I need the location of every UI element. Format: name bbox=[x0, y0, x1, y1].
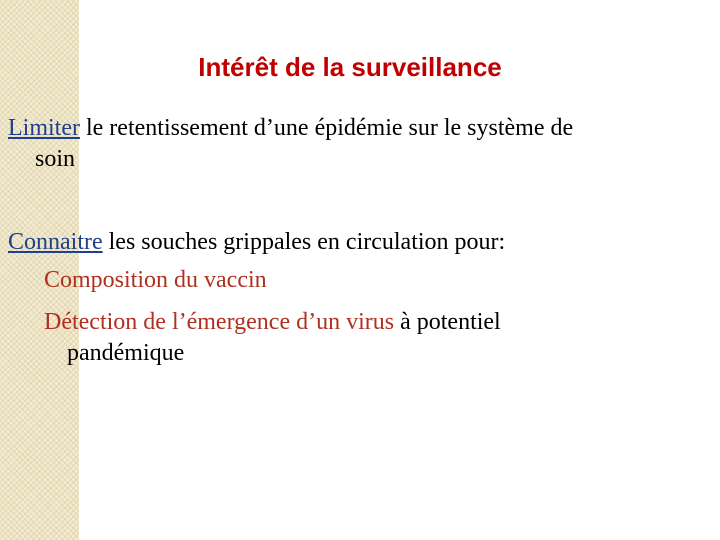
subitem-detection bbox=[44, 307, 694, 369]
subitem-composition: Composition du vaccin bbox=[44, 267, 267, 293]
subitem-detection-text: Détection de l’émergence d’un virus bbox=[44, 309, 401, 335]
subitem-detection-potentiel: à potentiel bbox=[400, 309, 501, 335]
bullet-connaitre-text: les souches grippales en circulation pour: bbox=[102, 229, 506, 255]
bullet-limiter-continuation: soin bbox=[35, 146, 76, 172]
subitem-detection-continuation: pandémique bbox=[67, 340, 185, 366]
slide-title: Intérêt de la surveillance bbox=[198, 52, 502, 82]
bullet-connaitre bbox=[8, 227, 698, 258]
keyword-connaitre: Connaitre bbox=[8, 229, 103, 255]
bullet-limiter bbox=[8, 113, 698, 175]
keyword-limiter: Limiter bbox=[8, 115, 80, 141]
bullet-limiter-text: le retentissement d’une épidémie sur le système de bbox=[79, 115, 574, 141]
